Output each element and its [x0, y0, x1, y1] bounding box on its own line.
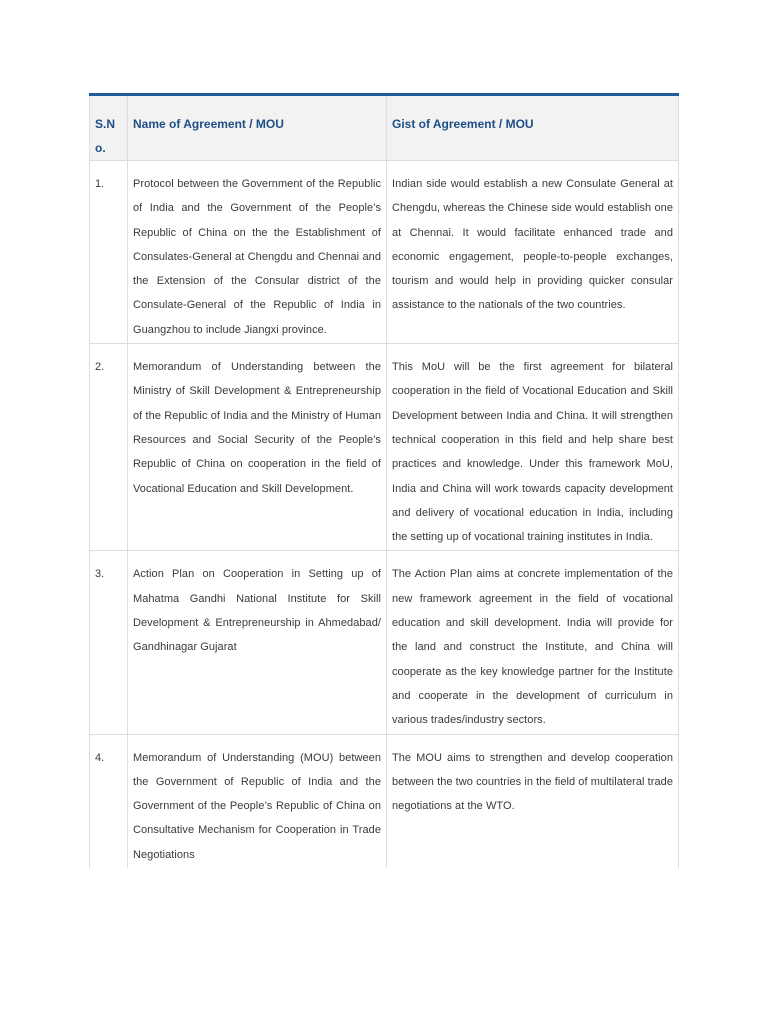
row-agreement-name: Protocol between the Government of the Republic of India and the Government of the People’s Republic of China on the the Establishment of Consulates-General at Chengdu and Chennai and the Extension of the Consular district of the Consulate-General of the Republic of India in Guangzhou to include Jiangxi province.: [128, 161, 387, 344]
row-agreement-gist: The MOU aims to strengthen and develop cooperation between the two countries in the field of multilateral trade negotiations at the WTO.: [387, 734, 679, 868]
row-sno: 3.: [90, 551, 128, 734]
row-agreement-name: Action Plan on Cooperation in Setting up of Mahatma Gandhi National Institute for Skill Development & Entrepreneurship in Ahmedabad/ Gandhinagar Gujarat: [128, 551, 387, 734]
header-gist: Gist of Agreement / MOU: [387, 95, 679, 161]
row-agreement-name: Memorandum of Understanding between the Ministry of Skill Development & Entrepreneurship of the Republic of India and the Ministry of Human Resources and Social Security of the People’s Republic of China on cooperation in the field of Vocational Education and Skill Development.: [128, 344, 387, 551]
row-sno: 4.: [90, 734, 128, 868]
header-sno: S.No.: [90, 95, 128, 161]
row-agreement-gist: Indian side would establish a new Consulate General at Chengdu, whereas the Chinese side would establish one at Chennai. It would facilitate enhanced trade and economic engagement, people-to-people exchanges, tourism and would help in providing quicker consular assistance to the nationals of the two countries.: [387, 161, 679, 344]
table-header-row: [90, 95, 679, 161]
table-row: [90, 161, 679, 344]
table-row: [90, 344, 679, 551]
row-agreement-gist: This MoU will be the first agreement for bilateral cooperation in the field of Vocational Education and Skill Development between India and China. It will strengthen technical cooperation in this field and help share best practices and knowledge. Under this framework MoU, India and China will work towards capacity development and delivery of vocational education in India, including the setting up of vocational training institutes in India.: [387, 344, 679, 551]
row-sno: 2.: [90, 344, 128, 551]
row-agreement-gist: The Action Plan aims at concrete implementation of the new framework agreement in the field of vocational education and skill development. India will provide for the land and construct the Institute, and China will cooperate as the key knowledge partner for the Institute and cooperate in the development of curriculum in various trades/industry sectors.: [387, 551, 679, 734]
row-sno: 1.: [90, 161, 128, 344]
agreements-table: [89, 93, 679, 868]
table-row: [90, 734, 679, 868]
header-name: Name of Agreement / MOU: [128, 95, 387, 161]
table-row: [90, 551, 679, 734]
row-agreement-name: Memorandum of Understanding (MOU) between the Government of Republic of India and the Government of the People’s Republic of China on Consultative Mechanism for Cooperation in Trade Negotiations: [128, 734, 387, 868]
